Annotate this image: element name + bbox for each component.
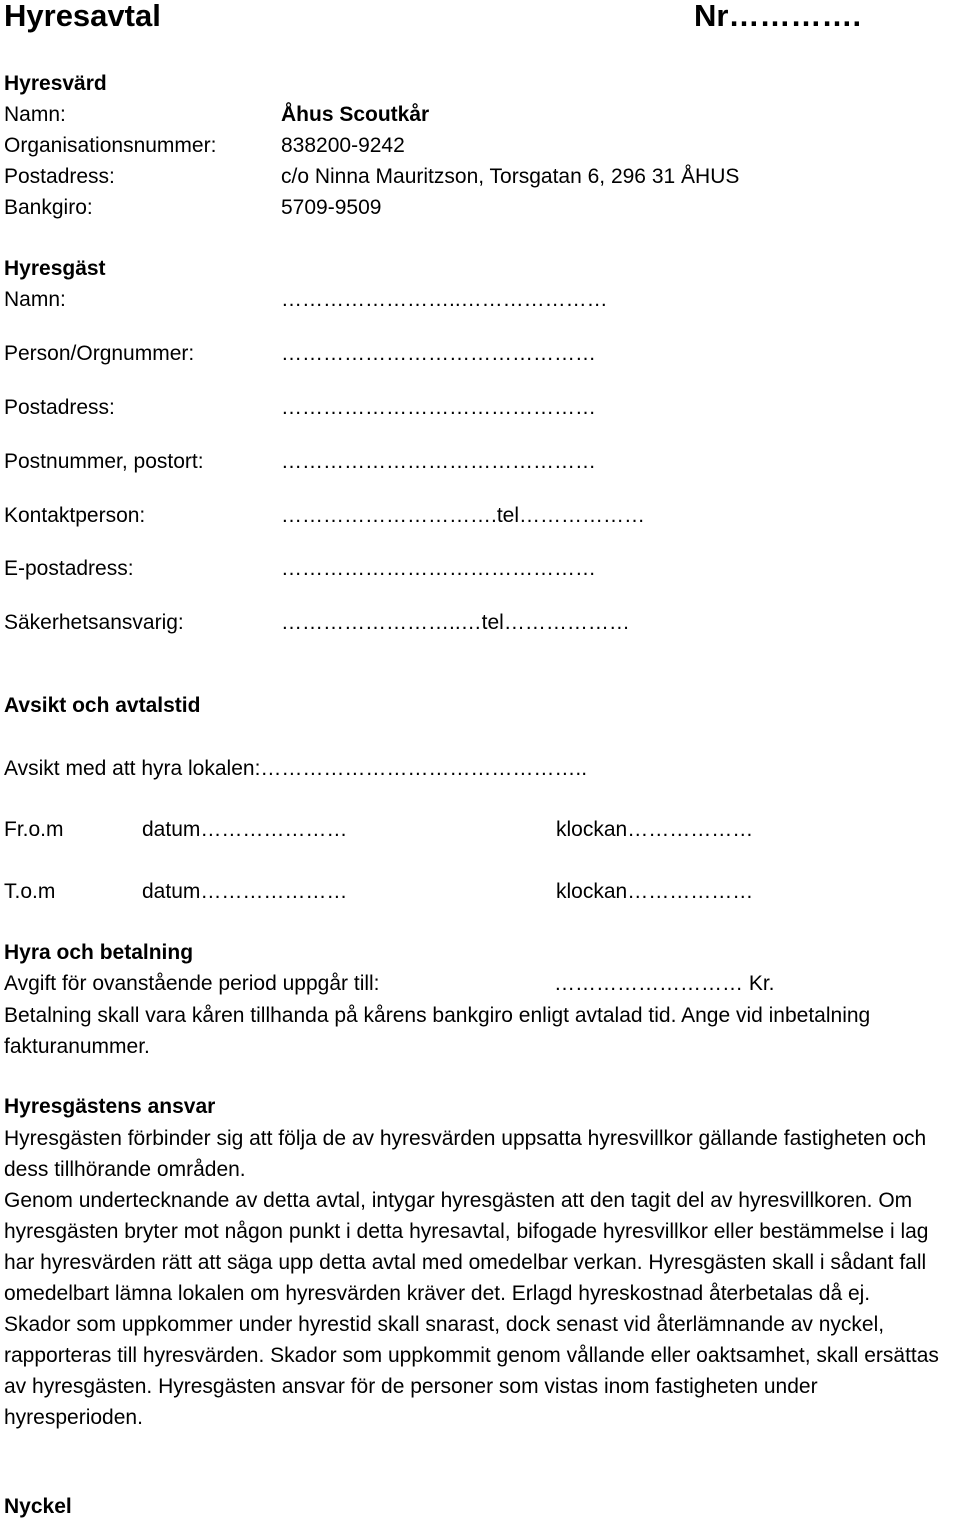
purpose-intent-field[interactable]: Avsikt med att hyra lokalen:……………………………………….. [4,757,588,780]
tenant-email-field[interactable]: ……………………………………… [281,557,596,580]
landlord-address-value: c/o Ninna Mauritzson, Torsgatan 6, 296 31 ÅHUS [281,165,740,188]
tenant-postcode-field[interactable]: ……………………………………… [281,450,596,473]
payment-paragraph: Betalning skall vara kåren tillhanda på kårens bankgiro enligt avtalad tid. Ange vid inbetalning fakturanummer. [4,1004,871,1058]
to-time-field[interactable]: klockan……………… [556,880,754,903]
responsibility-paragraph-3: Skador som uppkommer under hyrestid skall snarast, dock senast vid återlämnande av nyckel, rapporteras till hyresvärden. Skador som uppkommit genom vållande eller oaktsamhet, skall ersättas av hyresgästen. Hyresgästen ansvar för de personer som vistas inom fastigheten under hyresperioden. [4,1313,939,1429]
tenant-heading: Hyresgäst [4,257,106,280]
from-label: Fr.o.m [4,818,64,841]
tenant-contact-label: Kontaktperson: [4,504,146,527]
landlord-address-label: Postadress: [4,165,115,188]
landlord-org-label: Organisationsnummer: [4,134,217,157]
to-label: T.o.m [4,880,56,903]
responsibility-heading: Hyresgästens ansvar [4,1095,216,1118]
from-date-field[interactable]: datum………………… [142,818,348,841]
document-title: Hyresavtal [4,0,161,33]
responsibility-paragraph-2: Genom undertecknande av detta avtal, intygar hyresgästen att den tagit del av hyresvillkoren. Om hyresgästen bryter mot någon punkt i detta hyresavtal, bifogade hyresvillkor eller bestämmelse i lag har hyresvärden rätt att säga upp detta avtal med omedelbar verkan. Hyresgästen skall i sådant fall omedelbart lämna lokalen om hyresvärden kräver det. Erlagd hyreskostnad återbetalas då ej. [4,1189,929,1305]
landlord-name-label: Namn: [4,103,66,126]
landlord-org-value: 838200-9242 [281,134,405,157]
tenant-address-label: Postadress: [4,396,115,419]
fee-field[interactable]: ……………………… Kr. [554,972,775,995]
landlord-heading: Hyresvärd [4,72,107,95]
payment-text [4,1000,956,1062]
tenant-safety-label: Säkerhetsansvarig: [4,611,184,634]
to-date-field[interactable]: datum………………… [142,880,348,903]
purpose-heading: Avsikt och avtalstid [4,694,201,717]
tenant-orgnumber-field[interactable]: ……………………………………… [281,342,596,365]
tenant-email-label: E-postadress: [4,557,134,580]
tenant-address-field[interactable]: ……………………………………… [281,396,596,419]
landlord-name-value: Åhus Scoutkår [281,103,430,126]
contract-number: Nr…………. [694,0,862,33]
from-time-field[interactable]: klockan……………… [556,818,754,841]
landlord-bankgiro-value: 5709-9509 [281,196,382,219]
fee-label: Avgift för ovanstående period uppgår till: [4,972,380,995]
tenant-safety-field[interactable]: ……………………..…tel……………… [281,611,630,634]
payment-heading: Hyra och betalning [4,941,194,964]
key-heading: Nyckel [4,1495,72,1518]
tenant-contact-field[interactable]: ………………………….tel……………… [281,504,646,527]
responsibility-text [4,1123,956,1433]
tenant-postcode-label: Postnummer, postort: [4,450,204,473]
responsibility-paragraph-1: Hyresgästen förbinder sig att följa de av hyresvärden uppsatta hyresvillkor gällande fastigheten och dess tillhörande områden. [4,1127,927,1181]
tenant-name-label: Namn: [4,288,66,311]
tenant-orgnumber-label: Person/Orgnummer: [4,342,195,365]
tenant-name-field[interactable]: ……………………..………………… [281,288,608,311]
landlord-bankgiro-label: Bankgiro: [4,196,93,219]
